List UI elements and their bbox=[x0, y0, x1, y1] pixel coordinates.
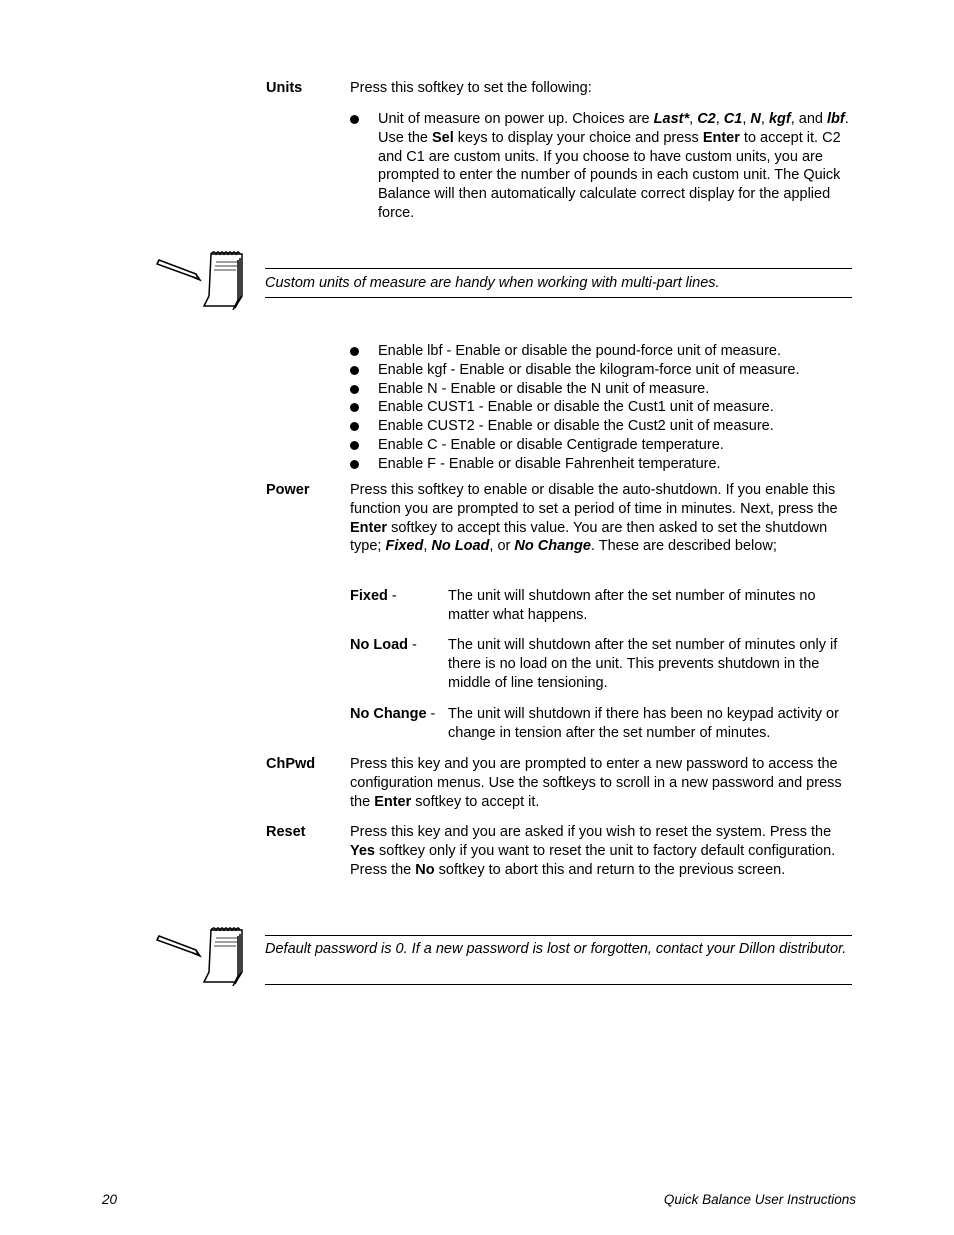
text-run: keys to display your choice and press bbox=[453, 129, 703, 146]
enable-item-text: Enable CUST2 - Enable or disable the Cust2 unit of measure. bbox=[378, 418, 774, 435]
footer-doc-title: Quick Balance User Instructions bbox=[663, 1192, 856, 1207]
units-bullet-list bbox=[350, 110, 852, 223]
dash: - bbox=[387, 588, 397, 604]
enable-list bbox=[350, 342, 852, 474]
reset-desc bbox=[350, 823, 852, 879]
fixed-term bbox=[350, 587, 397, 606]
text-run: to accept it. C2 and C1 are custom units. If you choose to have custom units, you are prompted to enter the number of pounds in each custom unit. The Quick Balance will then automatically calculate correct display for the applied force. bbox=[378, 129, 841, 221]
bullet-icon bbox=[350, 115, 359, 124]
emphasis-text: No bbox=[415, 861, 435, 878]
text-run: , bbox=[760, 111, 769, 127]
nochange-term bbox=[350, 705, 435, 724]
noload-desc: The unit will shutdown after the set number of minutes only if there is no load on the unit. This prevents shutdown in the middle of line tensioning. bbox=[448, 637, 838, 691]
enable-item-text: Enable C - Enable or disable Centigrade temperature. bbox=[378, 436, 724, 453]
enable-item-text: Enable lbf - Enable or disable the pound-force unit of measure. bbox=[378, 343, 782, 359]
emphasis-text: Fixed bbox=[385, 538, 424, 555]
list-item bbox=[350, 455, 852, 474]
list-item bbox=[350, 110, 852, 223]
list-item bbox=[350, 361, 852, 380]
text-run: , bbox=[715, 111, 724, 127]
bullet-icon bbox=[350, 460, 359, 469]
emphasis-text: lbf bbox=[826, 111, 845, 127]
bullet-icon bbox=[350, 385, 359, 394]
emphasis-text: C2 bbox=[697, 111, 716, 127]
nochange-term-label: No Change bbox=[350, 706, 427, 722]
list-item bbox=[350, 436, 852, 455]
bullet-icon bbox=[350, 441, 359, 450]
emphasis-text: No Load bbox=[431, 538, 490, 555]
bullet-icon bbox=[350, 347, 359, 356]
text-run: Press this softkey to enable or disable the auto-shutdown. If you enable this function you are prompted to set a period of time in minutes. Next, press the bbox=[350, 482, 838, 517]
chpwd-desc bbox=[350, 755, 852, 811]
note-1 bbox=[265, 268, 852, 298]
text-run: softkey to abort this and return to the previous screen. bbox=[434, 861, 786, 878]
noload-term-label: No Load bbox=[350, 637, 408, 653]
text-run: , bbox=[742, 111, 751, 127]
text-run: softkey to accept it. bbox=[411, 793, 540, 810]
text-run: , and bbox=[790, 111, 827, 127]
emphasis-text: N bbox=[750, 111, 761, 127]
bullet-icon bbox=[350, 422, 359, 431]
text-run: Unit of measure on power up. Choices are bbox=[378, 111, 654, 127]
enable-item-text: Enable CUST1 - Enable or disable the Cust1 unit of measure. bbox=[378, 399, 774, 416]
page-number: 20 bbox=[102, 1192, 118, 1207]
text-run: , or bbox=[489, 538, 515, 555]
text-run: , bbox=[689, 111, 698, 127]
emphasis-text: Enter bbox=[374, 793, 412, 810]
note-pad-icon bbox=[156, 926, 246, 986]
text-run: softkey to accept this value. You are then asked to set the shutdown type; bbox=[350, 519, 828, 555]
dash: - bbox=[408, 637, 417, 653]
bullet-icon bbox=[350, 403, 359, 412]
emphasis-text: C1 bbox=[723, 111, 743, 127]
nochange-desc: The unit will shutdown if there has been no keypad activity or change in tension after the set number of minutes. bbox=[448, 706, 839, 741]
emphasis-text: Yes bbox=[350, 842, 375, 859]
chpwd-term: ChPwd bbox=[266, 756, 316, 772]
note-2-text: Default password is 0. If a new password is lost or forgotten, contact your Dillon distributor. bbox=[265, 941, 847, 957]
power-term: Power bbox=[266, 482, 310, 498]
enable-item-text: Enable F - Enable or disable Fahrenheit temperature. bbox=[378, 455, 721, 472]
text-run: . These are described below; bbox=[590, 538, 777, 555]
power-desc bbox=[350, 481, 852, 556]
units-bullet-text bbox=[378, 111, 849, 221]
emphasis-text: kgf bbox=[768, 111, 791, 127]
note-1-text: Custom units of measure are handy when working with multi-part lines. bbox=[265, 275, 720, 291]
emphasis-text: Last* bbox=[653, 111, 690, 127]
units-intro: Press this softkey to set the following: bbox=[350, 80, 592, 96]
list-item bbox=[350, 342, 852, 361]
emphasis-text: Sel bbox=[432, 129, 454, 146]
emphasis-text: Enter bbox=[702, 129, 740, 146]
text-run: , bbox=[423, 538, 432, 555]
note-pad-icon bbox=[156, 250, 246, 310]
units-term: Units bbox=[266, 80, 303, 96]
text-run: . Use the bbox=[378, 111, 849, 146]
emphasis-text: Enter bbox=[350, 519, 388, 536]
fixed-term-label: Fixed bbox=[350, 588, 388, 604]
text-run: Press this key and you are prompted to enter a new password to access the configuration menus. Use the softkeys to scroll in a new password and press the bbox=[350, 756, 842, 810]
list-item bbox=[350, 398, 852, 417]
list-item bbox=[350, 417, 852, 436]
reset-term: Reset bbox=[266, 824, 306, 840]
list-item bbox=[350, 380, 852, 399]
text-run: Press this key and you are asked if you wish to reset the system. Press the bbox=[350, 824, 832, 840]
bullet-icon bbox=[350, 366, 359, 375]
fixed-desc: The unit will shutdown after the set number of minutes no matter what happens. bbox=[448, 588, 816, 623]
dash: - bbox=[426, 706, 436, 722]
enable-item-text: Enable N - Enable or disable the N unit of measure. bbox=[378, 380, 710, 397]
text-run: softkey only if you want to reset the unit to factory default configuration. Press the bbox=[350, 842, 836, 878]
note-2 bbox=[265, 935, 852, 985]
enable-item-text: Enable kgf - Enable or disable the kilogram-force unit of measure. bbox=[378, 361, 800, 378]
noload-term bbox=[350, 636, 417, 655]
emphasis-text: No Change bbox=[514, 538, 591, 555]
